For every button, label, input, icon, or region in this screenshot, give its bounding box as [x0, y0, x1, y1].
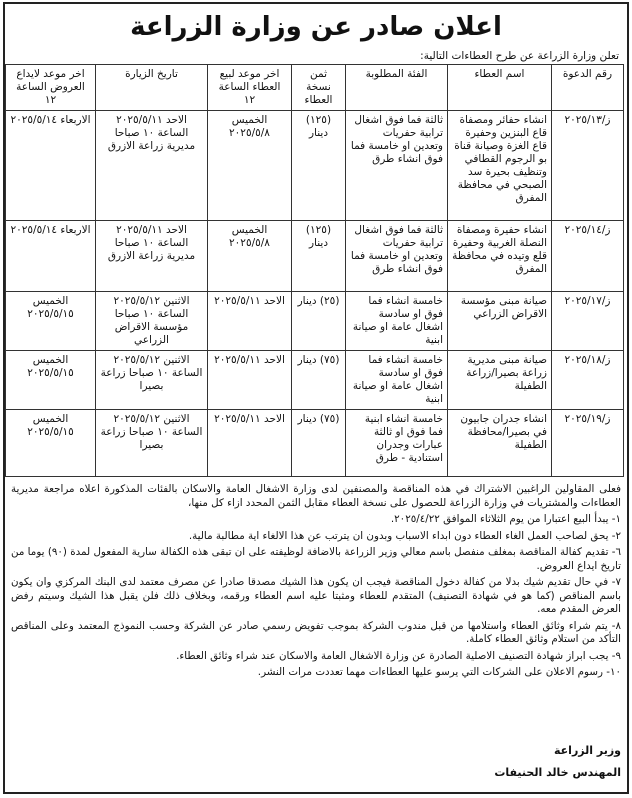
note-paragraph: ٧- في حال تقديم شيك بدلا من كفالة دخول المناقصة فيجب ان يكون هذا الشيك مصدقا صادرا عن مصرف معتمد لدى البنك المركزي وان يكون باسم المناقص (كما هو في شهادة التصنيف) المتقدم للعطاء ومثبتا عليه اسم العطاء ورقمه، وبخلاف ذلك فلن يقبل هذا الشيك وسيتم رفض العرض المقدم معه.: [11, 576, 621, 615]
table-cell: الاحد ٢٠٢٥/٥/١١: [208, 410, 292, 477]
table-cell: (١٢٥) دينار: [292, 111, 346, 221]
table-cell: خامسة انشاء ابنية فما فوق او ثالثة عبارات وجدران استنادية - طرق: [346, 410, 448, 477]
signature-role: وزير الزراعة: [553, 744, 621, 757]
table-cell: ز/٢٠٢٥/١٤: [552, 221, 624, 292]
header-cell: اخر موعد لايداع العروض الساعة ١٢: [6, 65, 96, 111]
header-cell: اسم العطاء: [448, 65, 552, 111]
table-cell: (٧٥) دينار: [292, 351, 346, 410]
table-cell: ز/٢٠٢٥/١٣: [552, 111, 624, 221]
table-row: [6, 410, 624, 477]
table-cell: الخميس ٢٠٢٥/٥/١٥: [6, 292, 96, 351]
table-cell: الخميس ٢٠٢٥/٥/١٥: [6, 351, 96, 410]
table-cell: الاحد ٢٠٢٥/٥/١١: [208, 292, 292, 351]
table-cell: انشاء حفائر ومصفاة قاع البنزين وحفيرة قاع الغزة وصيانة قناة بو الرجوم القطافي وتنظيف بحيرة سد الصبحي في محافظة المفرق: [448, 111, 552, 221]
header-cell: ثمن نسخة العطاء: [292, 65, 346, 111]
table-header-row: [6, 65, 624, 111]
table-row: [6, 351, 624, 410]
table-cell: الاحد ٢٠٢٥/٥/١١: [208, 351, 292, 410]
signature-block: [494, 740, 621, 784]
table-cell: صيانة مبنى مؤسسة الاقراض الزراعي: [448, 292, 552, 351]
table-cell: الخميس ٢٠٢٥/٥/٨: [208, 111, 292, 221]
terms-section: [5, 477, 627, 680]
table-cell: الخميس ٢٠٢٥/٥/١٥: [6, 410, 96, 477]
table-cell: انشاء جدران جابيون في بصيرا/محافظة الطفيلة: [448, 410, 552, 477]
table-cell: خامسة انشاء فما فوق او سادسة اشغال عامة او صيانة ابنية: [346, 351, 448, 410]
table-cell: صيانة مبنى مديرية زراعة بصيرا/زراعة الطفيلة: [448, 351, 552, 410]
table-cell: الاربعاء ٢٠٢٥/٥/١٤: [6, 111, 96, 221]
note-paragraph: ١٠- رسوم الاعلان على الشركات التي يرسو عليها العطاءات مهما تعددت مرات النشر.: [257, 666, 621, 678]
note-paragraph: ٨- يتم شراء وثائق العطاء واستلامها من قبل مندوب الشركة بموجب تفويض رسمي صادر عن الشركة وحسب النموذج المعتمد وعلى المناقص التأكد من استلام وثائق العطاء كاملة.: [11, 619, 621, 645]
note-paragraph: فعلى المقاولين الراغبين الاشتراك في هذه المناقصة والمصنفين لدى وزارة الاشغال العامة والاسكان بالفئات المذكورة اعلاه مراجعة مديرية العطاءات والمشتريات في وزارة الزراعة للحصول على نسخة العطاء مقابل الثمن المحدد ازاء كل منها،: [11, 483, 621, 509]
table-cell: الاثنين ٢٠٢٥/٥/١٢ الساعة ١٠ صباحا مؤسسة الاقراض الزراعي: [96, 292, 208, 351]
announcement: [3, 2, 629, 794]
note-paragraph: ٦- تقديم كفالة المناقصة بمغلف منفصل باسم معالي وزير الزراعة بالاضافة لوظيفته على ان تبقى هذه الكفالة سارية المفعول لمدة (٩٠) يوما من تاريخ ايداع العروض.: [11, 546, 621, 572]
page-title: اعلان صادر عن وزارة الزراعة: [130, 12, 502, 42]
table-cell: انشاء حفيرة ومصفاة النصلة الغربية وحفيرة قلع وتيده في محافظة المفرق: [448, 221, 552, 292]
header-cell: رقم الدعوة: [552, 65, 624, 111]
table-row: [6, 292, 624, 351]
table-row: [6, 111, 624, 221]
table-cell: الاحد ٢٠٢٥/٥/١١ الساعة ١٠ صباحا مديرية زراعة الازرق: [96, 221, 208, 292]
table-cell: الاثنين ٢٠٢٥/٥/١٢ الساعة ١٠ صباحا زراعة بصيرا: [96, 410, 208, 477]
table-cell: الاحد ٢٠٢٥/٥/١١ الساعة ١٠ صباحا مديرية زراعة الازرق: [96, 111, 208, 221]
table-cell: ثالثة فما فوق اشغال ترابية حفريات وتعدين او خامسة فما فوق انشاء طرق: [346, 111, 448, 221]
signature-name: المهندس خالد الحنيفات: [494, 766, 621, 779]
table-cell: ز/٢٠٢٥/١٧: [552, 292, 624, 351]
tenders-table: [5, 64, 624, 477]
table-cell: الخميس ٢٠٢٥/٥/٨: [208, 221, 292, 292]
table-cell: (٢٥) دينار: [292, 292, 346, 351]
note-paragraph: ٩- يجب ابراز شهادة التصنيف الاصلية الصادرة عن وزارة الاشغال العامة والاسكان عند شراء وثائق العطاء.: [176, 649, 621, 662]
table-row: [6, 221, 624, 292]
header-cell: الفئة المطلوبة: [346, 65, 448, 111]
table-cell: (٧٥) دينار: [292, 410, 346, 477]
header-cell: اخر موعد لبيع العطاء الساعة ١٢: [208, 65, 292, 111]
note-paragraph: ٢- يحق لصاحب العمل الغاء العطاء دون ابداء الاسباب وبدون ان يترتب عن هذا الالغاء اية مطالبة مالية.: [188, 529, 621, 542]
header-cell: تاريخ الزيارة: [96, 65, 208, 111]
table-cell: ثالثة فما فوق اشغال ترابية حفريات وتعدين او خامسة فما فوق انشاء طرق: [346, 221, 448, 292]
table-cell: الاثنين ٢٠٢٥/٥/١٢ الساعة ١٠ صباحا زراعة بصيرا: [96, 351, 208, 410]
table-cell: ز/٢٠٢٥/١٨: [552, 351, 624, 410]
table-cell: الاربعاء ٢٠٢٥/٥/١٤: [6, 221, 96, 292]
note-paragraph: ١- يبدأ البيع اعتبارا من يوم الثلاثاء الموافق ٢٠٢٥/٤/٢٢.: [390, 513, 621, 525]
table-cell: خامسة انشاء فما فوق او سادسة اشغال عامة او صيانة ابنية: [346, 292, 448, 351]
table-cell: ز/٢٠٢٥/١٩: [552, 410, 624, 477]
table-cell: (١٢٥) دينار: [292, 221, 346, 292]
intro-text: تعلن وزارة الزراعة عن طرح العطاءات التالية:: [420, 50, 619, 62]
